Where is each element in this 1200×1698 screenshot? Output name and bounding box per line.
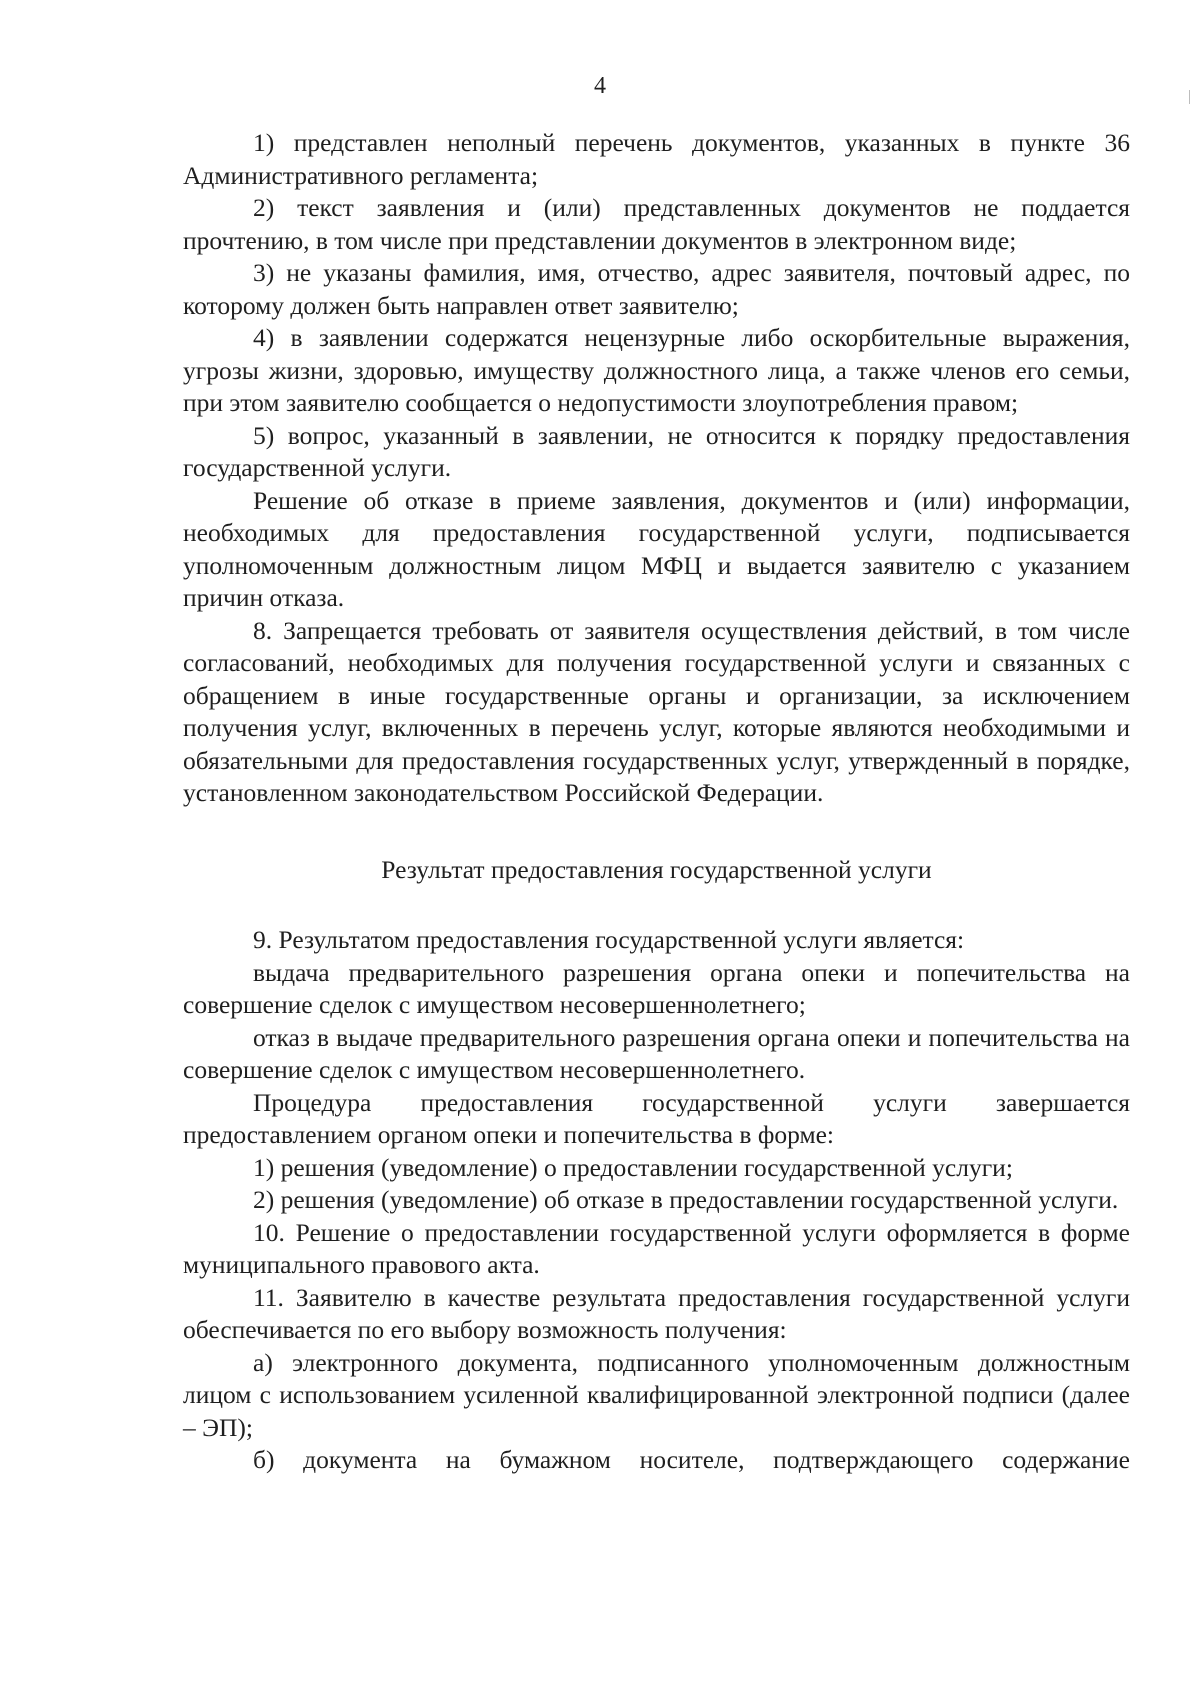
paragraph-8: 8. Запрещается требовать от заявителя осуществления действий, в том числе согласований, необходимых для получения государственной услуги и связанных с обращением в иные государственные органы и организации, за исключением получения услуг, включенных в перечень услуг, которые являются необходимыми и обязательными для предоставления государственных услуг, утвержденный в порядке, установленном законодательством Российской Федерации.: [183, 615, 1130, 807]
paragraph-refusal-decision: Решение об отказе в приеме заявления, документов и (или) информации, необходимых для предоставления государственной услуги, подписывается уполномоченным должностным лицом МФЦ и выдается заявителю с указанием причин отказа.: [183, 485, 1130, 612]
paragraph-9: 9. Результатом предоставления государственной услуги является:: [253, 925, 965, 954]
paragraph-item-2: 2) текст заявления и (или) представленных документов не поддается прочтению, в том числе при представлении документов в электронном виде;: [183, 193, 1130, 255]
paragraph-item-4: 4) в заявлении содержатся нецензурные либо оскорбительные выражения, угрозы жизни, здоровью, имуществу должностного лица, а также членов его семьи, при этом заявителю сообщается о недопустимости злоупотребления правом;: [183, 323, 1130, 417]
paragraph-procedure: Процедура предоставления государственной услуги завершается предоставлением органом опеки и попечительства в форме:: [183, 1087, 1130, 1149]
paragraph-11: 11. Заявителю в качестве результата предоставления государственной услуги обеспечивается по его выбору возможность получения:: [183, 1282, 1130, 1344]
paragraph-11a: а) электронного документа, подписанного уполномоченным должностным лицом с использованием усиленной квалифицированной электронной подписи (далее – ЭП);: [183, 1347, 1130, 1442]
paragraph-11b: б) документа на бумажном носителе, подтверждающего содержание: [253, 1445, 1130, 1474]
page-number: 4: [594, 73, 606, 99]
paragraph-item-3: 3) не указаны фамилия, имя, отчество, адрес заявителя, почтовый адрес, по которому должен быть направлен ответ заявителю;: [183, 258, 1130, 320]
paragraph-decision-refuse: 2) решения (уведомление) об отказе в предоставлении государственной услуги.: [253, 1185, 1119, 1214]
paragraph-10: 10. Решение о предоставлении государственной услуги оформляется в форме муниципального правового акта.: [183, 1217, 1130, 1279]
paragraph-decision-grant: 1) решения (уведомление) о предоставлении государственной услуги;: [253, 1152, 1013, 1182]
document-body: [183, 127, 1130, 1477]
paragraph-refuse-permission: отказ в выдаче предварительного разрешения органа опеки и попечительства на совершение сделок с имуществом несовершеннолетнего.: [183, 1022, 1130, 1084]
paragraph-issue-permission: выдача предварительного разрешения органа опеки и попечительства на совершение сделок с имуществом несовершеннолетнего;: [183, 957, 1130, 1019]
paragraph-item-1: 1) представлен неполный перечень документов, указанных в пункте 36 Административного регламента;: [183, 128, 1130, 190]
paragraph-item-5: 5) вопрос, указанный в заявлении, не относится к порядку предоставления государственной услуги.: [183, 420, 1130, 482]
section-heading: Результат предоставления государственной услуги: [381, 854, 932, 884]
